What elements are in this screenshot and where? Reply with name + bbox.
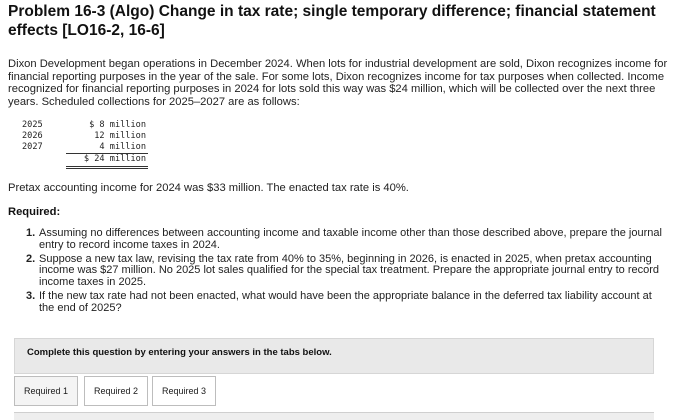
instructions-text: Complete this question by entering your answers in the tabs below. bbox=[27, 347, 332, 358]
schedule-total: $ 24 million bbox=[83, 154, 146, 165]
answer-tabs bbox=[14, 376, 654, 406]
schedule-year: 2027 bbox=[22, 141, 43, 152]
required-item-text: Suppose a new tax law, revising the tax rate from 40% to 35%, beginning in 2026, is enacted in 2025, when pretax accounting income was $27 million. No 2025 lot sales qualified for the special tax treatment. Prepare the appropriate journal entry to record income taxes in 2025. bbox=[39, 252, 660, 289]
required-item-number: 2. bbox=[26, 252, 36, 265]
problem-intro: Dixon Development began operations in December 2024. When lots for industrial development are sold, Dixon recognizes income for financial reporting purposes in the year of the sale. For some lots, Dixon recognizes income for tax purposes when collected. Income recognized for financial reporting purposes in 2024 for lots sold this way was $24 million, which will be collected over the next three years. Scheduled collections for 2025–2027 are as follows: bbox=[8, 58, 668, 108]
schedule-double-underline bbox=[66, 166, 148, 169]
tab-required-2[interactable]: Required 2 bbox=[84, 376, 148, 406]
pretax-income-text: Pretax accounting income for 2024 was $33 million. The enacted tax rate is 40%. bbox=[8, 182, 409, 194]
required-item-text: If the new tax rate had not been enacted, what would have been the appropriate balance in the deferred tax liability account at the end of 2025? bbox=[39, 289, 652, 314]
required-item bbox=[26, 254, 670, 289]
required-item-number: 1. bbox=[26, 227, 36, 239]
schedule-year: 2026 bbox=[22, 130, 43, 141]
schedule-amount: 12 million bbox=[94, 130, 146, 141]
required-heading: Required: bbox=[8, 206, 61, 218]
schedule-amount: $ 8 million bbox=[89, 120, 146, 130]
schedule-years bbox=[22, 120, 62, 152]
required-item bbox=[26, 291, 670, 315]
tab-required-1[interactable]: Required 1 bbox=[14, 376, 78, 406]
required-item-text: Assuming no differences between accounting income and taxable income other than those described above, prepare the journal entry to record income taxes in 2024. bbox=[39, 227, 662, 251]
schedule-amount: 4 million bbox=[99, 141, 146, 152]
required-item bbox=[26, 228, 670, 252]
schedule-year: 2025 bbox=[22, 120, 43, 130]
problem-title: Problem 16-3 (Algo) Change in tax rate; single temporary difference; financial statement effects [LO16-2, 16-6] bbox=[8, 3, 656, 39]
required-item-number: 3. bbox=[26, 289, 36, 302]
tab-required-3[interactable]: Required 3 bbox=[152, 376, 216, 406]
required-list bbox=[26, 228, 670, 317]
instructions-banner bbox=[14, 338, 654, 374]
schedule-amounts bbox=[66, 120, 148, 169]
